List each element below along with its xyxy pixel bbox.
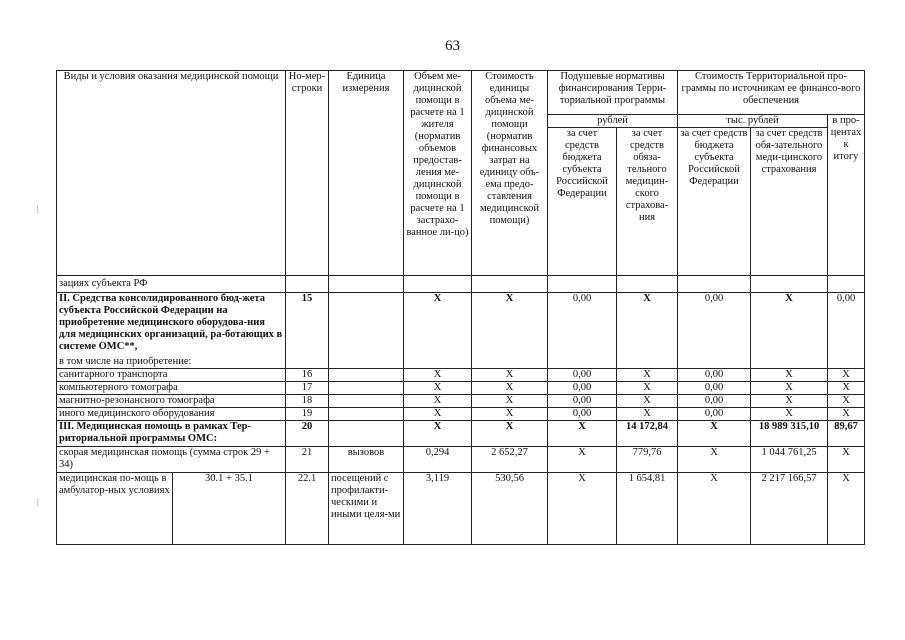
cell-total-budget: 0,00	[678, 407, 751, 420]
cell-total-budget: 0,00	[678, 293, 751, 356]
cell-volume: 3,119	[404, 472, 472, 544]
cell-total-oms: 18 989 315,10	[751, 420, 828, 446]
cell-unit: посещений с профилакти-ческими и иными целя-ми	[329, 472, 404, 544]
cell-total-oms: X	[751, 381, 828, 394]
cell-total-budget: 0,00	[678, 394, 751, 407]
row-name: санитарного транспорта	[57, 368, 286, 381]
cell-total-oms: X	[751, 407, 828, 420]
cell-total-oms: 1 044 761,25	[751, 446, 828, 472]
row-number: 18	[286, 394, 329, 407]
cell-per-capita-oms: X	[617, 293, 678, 356]
cell-cost: X	[472, 293, 548, 356]
cell-percent: 0,00	[828, 293, 865, 356]
cell-per-capita-oms: X	[617, 394, 678, 407]
header-rubles: рублей	[548, 115, 678, 128]
row-number: 20	[286, 420, 329, 446]
cell-per-capita-budget: 0,00	[548, 394, 617, 407]
row-subtitle: в том числе на приобретение:	[57, 356, 286, 369]
cell-per-capita-oms: 1 654,81	[617, 472, 678, 544]
table-row	[57, 394, 865, 407]
cell-percent: X	[828, 394, 865, 407]
scan-speck: ⁝	[36, 205, 40, 216]
table-row	[57, 420, 865, 446]
header-program-cost: Стоимость Территориальной про-граммы по источникам ее финансо-вого обеспечения	[678, 71, 865, 115]
cell-per-capita-budget: X	[548, 446, 617, 472]
cell-percent: X	[828, 472, 865, 544]
cell-per-capita-oms: X	[617, 407, 678, 420]
cell-per-capita-oms: X	[617, 368, 678, 381]
cell-cost: 530,56	[472, 472, 548, 544]
cell-percent: X	[828, 368, 865, 381]
cell-total-oms: X	[751, 394, 828, 407]
header-budget-rf-cost: за счет средств бюджета субъекта Российской Федерации	[678, 128, 751, 276]
cell-volume: X	[404, 394, 472, 407]
cell-per-capita-budget: X	[548, 420, 617, 446]
continuation-text: зациях субъекта РФ	[57, 276, 286, 293]
cell-cost: X	[472, 407, 548, 420]
row-name: III. Медицинская помощь в рамках Тер-риториальной программы ОМС:	[57, 420, 286, 446]
cell-volume: X	[404, 420, 472, 446]
cell-percent: X	[828, 381, 865, 394]
header-unit: Единица измерения	[329, 71, 404, 276]
financing-table	[56, 70, 865, 545]
cell-per-capita-oms: 14 172,84	[617, 420, 678, 446]
cell-total-oms: X	[751, 368, 828, 381]
table-row	[57, 368, 865, 381]
header-budget-rf-per-capita: за счет средств бюджета субъекта Российской Федерации	[548, 128, 617, 276]
page-number: 63	[445, 38, 460, 54]
cell-total-budget: 0,00	[678, 368, 751, 381]
cell-per-capita-oms: 779,76	[617, 446, 678, 472]
row-name: компьютерного томографа	[57, 381, 286, 394]
cell-cost: X	[472, 420, 548, 446]
cell-percent: X	[828, 407, 865, 420]
row-name: II. Средства консолидированного бюд-жета субъекта Российской Федерации на приобретение медицинского оборудова-ния для медицинских организаций, ра-ботающих в системе ОМС**,	[57, 293, 286, 356]
header-row-number: Но-мер-строки	[286, 71, 329, 276]
table-row	[57, 446, 865, 472]
row-name: иного медицинского оборудования	[57, 407, 286, 420]
cell-cost: X	[472, 381, 548, 394]
table-row	[57, 381, 865, 394]
row-name: скорая медицинская помощь (сумма строк 29 + 34)	[57, 446, 286, 472]
header-oms-cost: за счет средств обя-зательного меди-цинского страхования	[751, 128, 828, 276]
cell-cost: 2 652,27	[472, 446, 548, 472]
cell-volume: X	[404, 293, 472, 356]
table-row	[57, 293, 865, 356]
row-name: магнитно-резонансного томографа	[57, 394, 286, 407]
cell-cost: X	[472, 368, 548, 381]
header-oms-per-capita: за счет средств обяза-тельного медицин-ского страхова-ния	[617, 128, 678, 276]
cell-per-capita-budget: 0,00	[548, 293, 617, 356]
row-name: медицинская по-мощь в амбулатор-ных условиях	[57, 472, 173, 544]
cell-percent: X	[828, 446, 865, 472]
cell-per-capita-budget: X	[548, 472, 617, 544]
cell-total-budget: X	[678, 420, 751, 446]
row-number: 17	[286, 381, 329, 394]
row-number: 15	[286, 293, 329, 356]
row-reference: 30.1 + 35.1	[173, 472, 286, 544]
cell-total-oms: X	[751, 293, 828, 356]
row-number: 22.1	[286, 472, 329, 544]
cell-percent: 89,67	[828, 420, 865, 446]
cell-unit: вызовов	[329, 446, 404, 472]
header-cost: Стоимость единицы объема ме-дицинской помощи (норматив финансовых затрат на единицу объ-ема предо-ставления медицинской помощи)	[472, 71, 548, 276]
cell-total-budget: X	[678, 446, 751, 472]
row-number: 16	[286, 368, 329, 381]
cell-total-budget: 0,00	[678, 381, 751, 394]
cell-volume: X	[404, 407, 472, 420]
cell-volume: 0,294	[404, 446, 472, 472]
cell-cost: X	[472, 394, 548, 407]
cell-per-capita-oms: X	[617, 381, 678, 394]
cell-total-budget: X	[678, 472, 751, 544]
header-percent: в про-центах к итогу	[828, 115, 865, 276]
header-types: Виды и условия оказания медицинской помощи	[57, 71, 286, 276]
cell-volume: X	[404, 381, 472, 394]
header-volume: Объем ме-дицинской помощи в расчете на 1 жителя (норматив объемов предостав-ления ме-дицинской помощи в расчете на 1 застрахо-ванное ли-цо)	[404, 71, 472, 276]
table-row	[57, 407, 865, 420]
row-number: 21	[286, 446, 329, 472]
header-per-capita: Подушевые нормативы финансирования Терри-ториальной программы	[548, 71, 678, 115]
scan-speck: ⁝	[36, 498, 40, 509]
row-number: 19	[286, 407, 329, 420]
cell-volume: X	[404, 368, 472, 381]
cell-per-capita-budget: 0,00	[548, 381, 617, 394]
cell-per-capita-budget: 0,00	[548, 368, 617, 381]
table-row	[57, 472, 865, 544]
cell-total-oms: 2 217 166,57	[751, 472, 828, 544]
cell-per-capita-budget: 0,00	[548, 407, 617, 420]
header-thousand-rubles: тыс. рублей	[678, 115, 828, 128]
